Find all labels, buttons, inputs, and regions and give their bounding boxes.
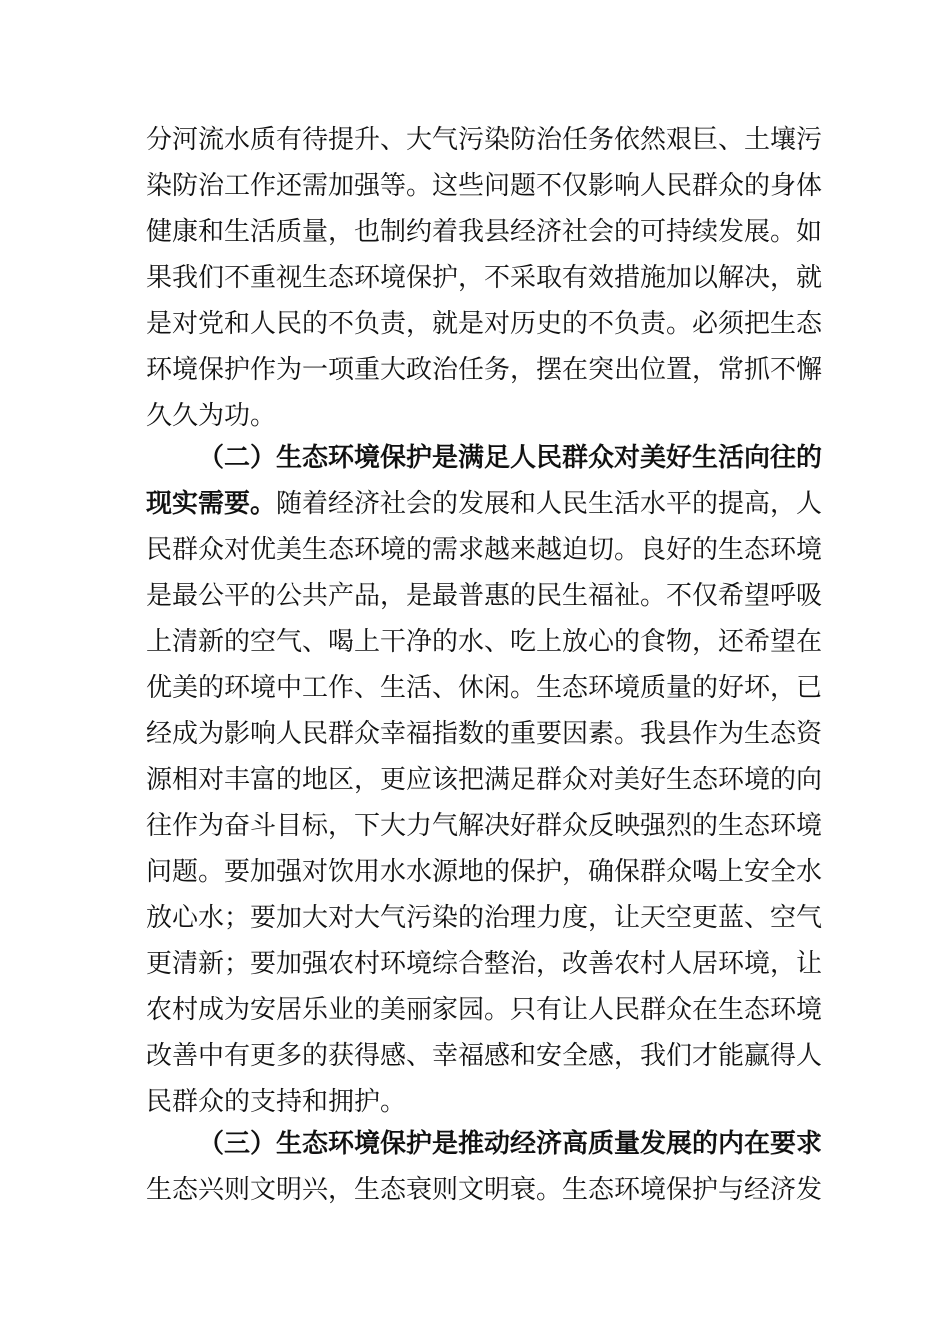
paragraph-line: 生态兴则文明兴，生态衰则文明衰。生态环境保护与经济发 [146, 1175, 823, 1205]
paragraph-line: 染防治工作还需加强等。这些问题不仅影响人民群众的身体 [146, 171, 823, 201]
paragraph-line: 优美的环境中工作、生活、休闲。生态环境质量的好坏，已 [146, 673, 823, 703]
section-heading: （二）生态环境保护是满足人民群众对美好生活向往的 [198, 443, 823, 473]
paragraph-line: 更清新；要加强农村环境综合整治，改善农村人居环境，让 [146, 949, 823, 979]
paragraph-line: 改善中有更多的获得感、幸福感和安全感，我们才能赢得人 [146, 1041, 823, 1071]
paragraph-line: 是最公平的公共产品，是最普惠的民生福祉。不仅希望呼吸 [146, 581, 823, 611]
section-heading: （三）生态环境保护是推动经济高质量发展的内在要求 [198, 1129, 823, 1159]
section-heading-continued [146, 482, 823, 526]
paragraph-line: 放心水；要加大对大气污染的治理力度，让天空更蓝、空气 [146, 903, 823, 933]
paragraph-line: 往作为奋斗目标，下大力气解决好群众反映强烈的生态环境 [146, 811, 823, 841]
paragraph-line: 是对党和人民的不负责，就是对历史的不负责。必须把生态 [146, 309, 823, 339]
paragraph-line: 上清新的空气、喝上干净的水、吃上放心的食物，还希望在 [146, 627, 823, 657]
paragraph-line: 环境保护作为一项重大政治任务，摆在突出位置，常抓不懈 [146, 355, 823, 385]
paragraph-line: 问题。要加强对饮用水水源地的保护，确保群众喝上安全水 [146, 857, 823, 887]
paragraph-line: 源相对丰富的地区，更应该把满足群众对美好生态环境的向 [146, 765, 823, 795]
paragraph-line: 果我们不重视生态环境保护，不采取有效措施加以解决，就 [146, 263, 823, 293]
section-heading-tail: 现实需要。 [146, 489, 277, 519]
paragraph-line: 经成为影响人民群众幸福指数的重要因素。我县作为生态资 [146, 719, 823, 749]
paragraph-line: 民群众对优美生态环境的需求越来越迫切。良好的生态环境 [146, 535, 823, 565]
paragraph-line: 健康和生活质量，也制约着我县经济社会的可持续发展。如 [146, 217, 823, 247]
paragraph-text: 随着经济社会的发展和人民生活水平的提高，人 [276, 489, 823, 519]
paragraph-line: 分河流水质有待提升、大气污染防治任务依然艰巨、土壤污 [146, 125, 823, 155]
paragraph-line: 久久为功。 [146, 401, 277, 431]
paragraph-line: 民群众的支持和拥护。 [146, 1087, 407, 1117]
paragraph-line: 农村成为安居乐业的美丽家园。只有让人民群众在生态环境 [146, 995, 823, 1025]
